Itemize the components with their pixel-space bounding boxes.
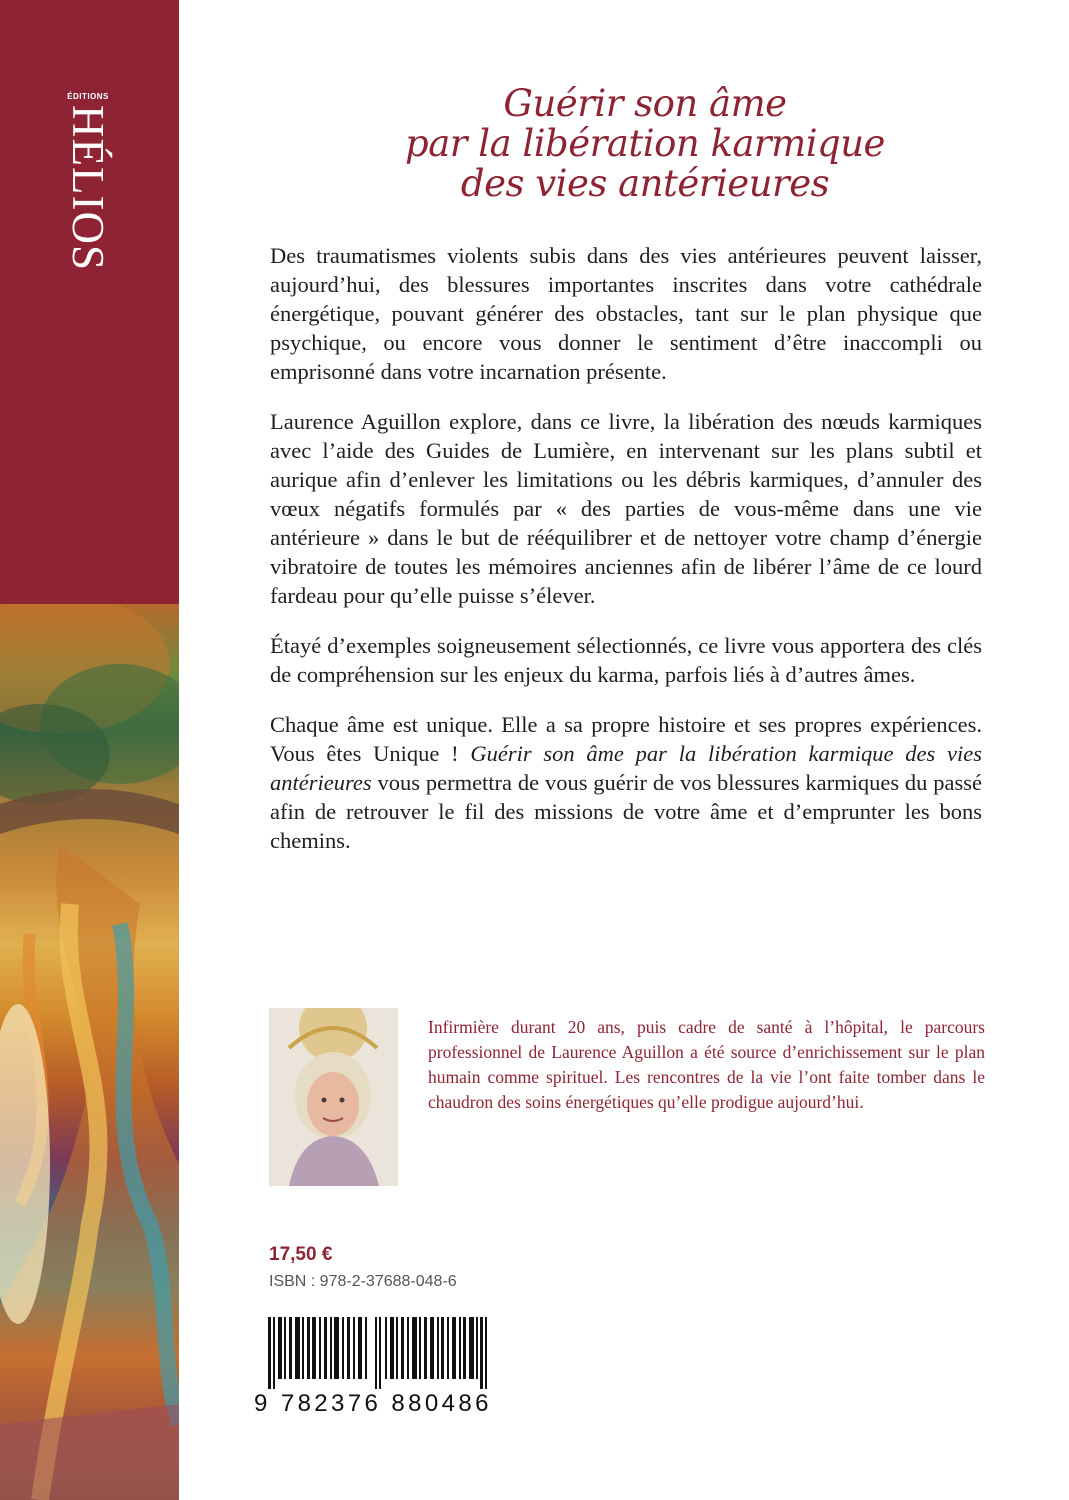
title-line-1: Guérir son âme (503, 82, 787, 125)
blurb-paragraph-2: Laurence Aguillon explore, dans ce livre, la libération des nœuds karmiques avec l’aide des Guides de Lumière, en intervenant sur les plans subtil et aurique afin d’enlever les limitations ou les débris karmiques, d’annuler des vœux négatifs formulés par « des parties de vous-même dans une vie antérieure » dans le but de rééquilibrer et de nettoyer votre champ d’énergie vibratoire de toutes les mémoires anciennes afin de libérer l’âme de ce lourd fardeau pour qu’elle puisse s’élever. (270, 409, 982, 608)
publisher-name-text: HÉLIOS (63, 105, 113, 271)
price: 17,50 € (269, 1244, 333, 1265)
blurb-paragraph-4 (270, 710, 982, 855)
spine-band (0, 0, 179, 1500)
blurb-p4-end: vous permettra de vous guérir de vos blessures karmiques du passé afin de retrouver le fil des missions de votre âme et d’emprunter les bons chemins. (270, 770, 982, 853)
barcode-bars (254, 1317, 506, 1389)
barcode-digits: 9 782376 880486 (254, 1390, 492, 1417)
blurb-paragraph-3: Étayé d’exemples soigneusement sélectionnés, ce livre vous apportera des clés de compréhension sur les enjeux du karma, parfois liés à d’autres âmes. (270, 633, 982, 687)
title-line-2: par la libération karmique (405, 122, 885, 165)
author-photo (269, 1008, 398, 1186)
tree-art-svg (0, 604, 179, 1500)
publisher-logo (58, 92, 118, 101)
tree-illustration (0, 604, 179, 1500)
blurb-p4-start: Chaque âme est unique. Elle a sa propre histoire et ses propres expériences. Vous êtes Unique ! (270, 712, 982, 766)
blurb-paragraph-1: Des traumatismes violents subis dans des vies antérieures peuvent laisser, aujourd’hui, des blessures importantes inscrites dans votre cathédrale énergétique, pouvant générer des obstacles, tant sur le plan physique que psychique, ou encore vous donner le sentiment d’être inaccompli ou emprisonné dans votre incarnation présente. (270, 243, 982, 384)
publisher-name (58, 105, 118, 315)
isbn: ISBN : 978-2-37688-048-6 (269, 1273, 457, 1290)
blurb-p4-title: Guérir son âme par la libération karmique des vies antérieures (270, 741, 982, 795)
title-line-3: des vies antérieures (460, 162, 830, 205)
editions-label: ÉDITIONS (67, 92, 109, 101)
book-title (300, 84, 990, 204)
blurb (270, 241, 982, 876)
author-bio: Infirmière durant 20 ans, puis cadre de santé à l’hôpital, le parcours professionnel de Laurence Aguillon a été source d’enrichissement sur le plan humain comme spirituel. Les rencontres de la vie l’ont faite tomber dans le chaudron des soins énergétiques qu’elle prodigue aujourd’hui. (428, 1017, 985, 1112)
